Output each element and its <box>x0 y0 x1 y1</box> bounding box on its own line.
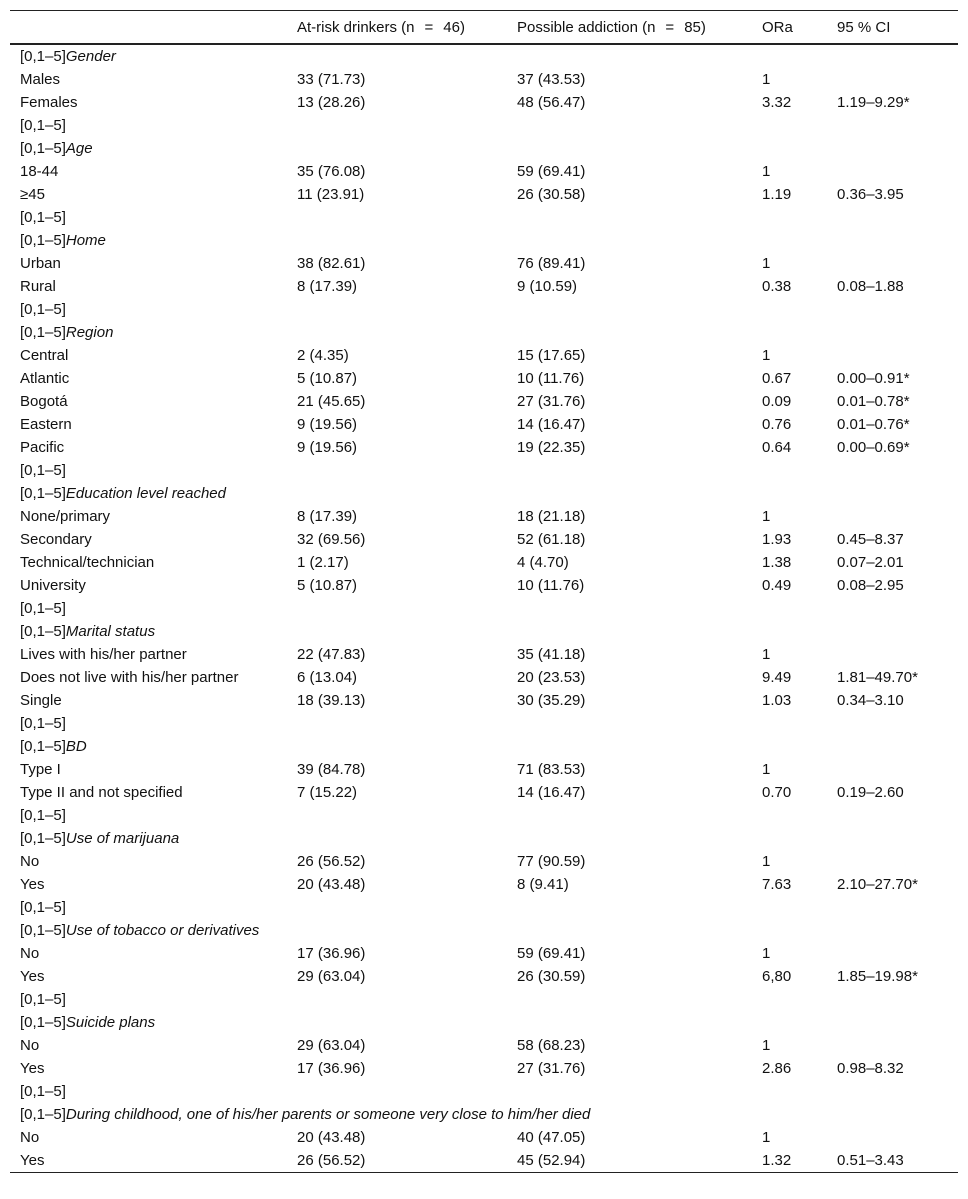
ci-value <box>827 1034 958 1057</box>
row-label: No <box>20 945 40 962</box>
at-risk-value: 1 (2.17) <box>297 554 349 571</box>
ora-value: 0.70 <box>762 784 792 801</box>
section-title: Education level reached <box>65 485 226 502</box>
separator-row <box>10 459 958 482</box>
row-label: Lives with his/her partner <box>20 646 187 663</box>
ci-value: 0.07–2.01 <box>837 554 904 571</box>
section-title-cell <box>10 1011 958 1034</box>
ci-value: 2.10–27.70* <box>837 876 918 893</box>
possible-addiction-value: 52 (61.18) <box>517 531 586 548</box>
at-risk-value: 9 (19.56) <box>297 416 358 433</box>
table-row <box>10 183 958 206</box>
at-risk-value: 5 (10.87) <box>297 370 358 387</box>
section-title: Marital status <box>65 623 156 640</box>
ci-value: 1.19–9.29* <box>837 94 910 111</box>
ora-value: 1 <box>762 71 771 88</box>
ora-value: 0.67 <box>762 370 792 387</box>
section-header-row <box>10 919 958 942</box>
ci-value: 0.36–3.95 <box>837 186 904 203</box>
ci-value: 0.00–0.91* <box>837 370 910 387</box>
ora-value: 1.93 <box>762 531 792 548</box>
possible-addiction-value: 40 (47.05) <box>517 1129 586 1146</box>
row-label: Atlantic <box>20 370 70 387</box>
table-row <box>10 758 958 781</box>
separator-row <box>10 712 958 735</box>
ci-value: 1.85–19.98* <box>837 968 918 985</box>
table-row <box>10 413 958 436</box>
table-row <box>10 505 958 528</box>
possible-addiction-value: 19 (22.35) <box>517 439 586 456</box>
section-header-row <box>10 482 958 505</box>
table-header <box>10 11 958 45</box>
section-title-cell <box>10 827 958 850</box>
at-risk-value: 39 (84.78) <box>297 761 366 778</box>
ora-value: 1 <box>762 347 771 364</box>
section-title: Home <box>65 232 106 249</box>
ci-value <box>827 942 958 965</box>
section-title-cell <box>10 1103 958 1126</box>
possible-addiction-value: 76 (89.41) <box>517 255 586 272</box>
ci-value: 0.08–2.95 <box>837 577 904 594</box>
at-risk-value: 26 (56.52) <box>297 853 366 870</box>
section-marker: [0,1–5] <box>20 485 66 502</box>
section-marker: [0,1–5] <box>20 738 66 755</box>
separator-row <box>10 896 958 919</box>
ci-value <box>827 643 958 666</box>
at-risk-value: 38 (82.61) <box>297 255 366 272</box>
at-risk-value: 35 (76.08) <box>297 163 366 180</box>
separator-marker: [0,1–5] <box>20 600 66 617</box>
section-header-row <box>10 827 958 850</box>
section-title-cell <box>10 137 958 160</box>
ci-value <box>827 344 958 367</box>
separator-marker: [0,1–5] <box>20 715 66 732</box>
row-label: Type II and not specified <box>20 784 183 801</box>
at-risk-value: 33 (71.73) <box>297 71 366 88</box>
header-possible-addiction-prefix: Possible addiction (n <box>517 18 656 36</box>
possible-addiction-value: 58 (68.23) <box>517 1037 586 1054</box>
separator-marker: [0,1–5] <box>20 1083 66 1100</box>
separator-marker: [0,1–5] <box>20 209 66 226</box>
ci-value: 0.00–0.69* <box>837 439 910 456</box>
at-risk-value: 9 (19.56) <box>297 439 358 456</box>
table-row <box>10 91 958 114</box>
section-header-row <box>10 44 958 68</box>
at-risk-value: 20 (43.48) <box>297 1129 366 1146</box>
separator-row <box>10 1080 958 1103</box>
separator-marker: [0,1–5] <box>20 462 66 479</box>
section-header-row <box>10 620 958 643</box>
possible-addiction-value: 26 (30.58) <box>517 186 586 203</box>
possible-addiction-value: 35 (41.18) <box>517 646 586 663</box>
ora-value: 9.49 <box>762 669 792 686</box>
header-possible-addiction-eq: = <box>665 18 675 36</box>
table-row <box>10 689 958 712</box>
section-title: Region <box>65 324 114 341</box>
ora-value: 1 <box>762 255 771 272</box>
possible-addiction-value: 18 (21.18) <box>517 508 586 525</box>
separator-row <box>10 597 958 620</box>
row-label: Yes <box>20 968 45 985</box>
header-row <box>10 11 958 45</box>
table-row <box>10 252 958 275</box>
section-title-cell <box>10 919 958 942</box>
section-marker: [0,1–5] <box>20 1106 66 1123</box>
section-title: BD <box>65 738 87 755</box>
row-label: No <box>20 1129 40 1146</box>
table-row <box>10 551 958 574</box>
possible-addiction-value: 8 (9.41) <box>517 876 569 893</box>
section-header-row <box>10 1011 958 1034</box>
at-risk-value: 21 (45.65) <box>297 393 366 410</box>
at-risk-value: 29 (63.04) <box>297 968 366 985</box>
table-row <box>10 942 958 965</box>
section-marker: [0,1–5] <box>20 922 66 939</box>
possible-addiction-value: 10 (11.76) <box>517 370 585 387</box>
ora-value: 0.64 <box>762 439 792 456</box>
possible-addiction-value: 59 (69.41) <box>517 163 586 180</box>
ora-value: 1 <box>762 508 771 525</box>
ci-value <box>827 160 958 183</box>
row-label: University <box>20 577 86 594</box>
row-label: Technical/technician <box>20 554 155 571</box>
ci-value: 1.81–49.70* <box>837 669 918 686</box>
table-row <box>10 390 958 413</box>
header-possible-addiction-n: 85) <box>684 18 706 36</box>
ora-value: 1.03 <box>762 692 792 709</box>
ora-value: 3.32 <box>762 94 792 111</box>
table-row <box>10 275 958 298</box>
ci-value: 0.34–3.10 <box>837 692 904 709</box>
table-row <box>10 873 958 896</box>
possible-addiction-value: 20 (23.53) <box>517 669 586 686</box>
ora-value: 1.19 <box>762 186 792 203</box>
table-row <box>10 1126 958 1149</box>
ci-value: 0.08–1.88 <box>837 278 904 295</box>
ci-value <box>827 68 958 91</box>
header-at-risk <box>287 11 507 45</box>
section-title-cell <box>10 482 958 505</box>
ci-value <box>827 850 958 873</box>
ora-value: 1 <box>762 1037 771 1054</box>
row-label: Single <box>20 692 62 709</box>
separator-marker: [0,1–5] <box>20 991 66 1008</box>
table-row <box>10 160 958 183</box>
row-label: Secondary <box>20 531 92 548</box>
at-risk-value: 5 (10.87) <box>297 577 358 594</box>
row-label: No <box>20 1037 40 1054</box>
row-label: Central <box>20 347 69 364</box>
ora-value: 1 <box>762 646 771 663</box>
ora-value: 1.38 <box>762 554 792 571</box>
table-row <box>10 850 958 873</box>
ora-value: 1 <box>762 761 771 778</box>
at-risk-value: 11 (23.91) <box>297 186 365 203</box>
possible-addiction-value: 4 (4.70) <box>517 554 569 571</box>
row-label: ≥45 <box>20 186 45 203</box>
ci-value: 0.45–8.37 <box>837 531 904 548</box>
row-label: Pacific <box>20 439 65 456</box>
separator-marker: [0,1–5] <box>20 301 66 318</box>
section-marker: [0,1–5] <box>20 623 66 640</box>
table-row <box>10 574 958 597</box>
at-risk-value: 29 (63.04) <box>297 1037 366 1054</box>
table-row <box>10 1057 958 1080</box>
table-row <box>10 1034 958 1057</box>
at-risk-value: 6 (13.04) <box>297 669 358 686</box>
possible-addiction-value: 10 (11.76) <box>517 577 585 594</box>
row-label: Bogotá <box>20 393 68 410</box>
row-label: Eastern <box>20 416 72 433</box>
table-row <box>10 666 958 689</box>
ora-value: 0.09 <box>762 393 792 410</box>
table-row <box>10 344 958 367</box>
possible-addiction-value: 14 (16.47) <box>517 784 586 801</box>
section-title: Gender <box>65 48 116 65</box>
ora-value: 1 <box>762 853 771 870</box>
section-title-cell <box>10 321 958 344</box>
section-title-cell <box>10 620 958 643</box>
possible-addiction-value: 45 (52.94) <box>507 1149 752 1173</box>
header-at-risk-n: 46) <box>443 18 465 36</box>
section-header-row <box>10 735 958 758</box>
possible-addiction-value: 37 (43.53) <box>517 71 586 88</box>
ci-value <box>827 252 958 275</box>
ci-value <box>827 505 958 528</box>
separator-row <box>10 988 958 1011</box>
table-row <box>10 68 958 91</box>
ora-value: 1.32 <box>752 1149 827 1173</box>
section-marker: [0,1–5] <box>20 48 66 65</box>
ci-value: 0.19–2.60 <box>837 784 904 801</box>
row-label: Yes <box>20 876 45 893</box>
row-label: Males <box>20 71 61 88</box>
table-body <box>10 44 958 1173</box>
separator-marker: [0,1–5] <box>20 117 66 134</box>
possible-addiction-value: 27 (31.76) <box>517 1060 586 1077</box>
section-marker: [0,1–5] <box>20 1014 66 1031</box>
section-marker: [0,1–5] <box>20 140 66 157</box>
row-label: Does not live with his/her partner <box>20 669 239 686</box>
table-row <box>10 643 958 666</box>
table-row <box>10 528 958 551</box>
row-label: Females <box>20 94 78 111</box>
ci-value <box>827 1126 958 1149</box>
at-risk-value: 18 (39.13) <box>297 692 366 709</box>
table-row <box>10 1149 958 1173</box>
section-title-cell <box>10 229 958 252</box>
at-risk-value: 2 (4.35) <box>297 347 349 364</box>
ci-value: 0.51–3.43 <box>827 1149 958 1173</box>
at-risk-value: 13 (28.26) <box>297 94 366 111</box>
possible-addiction-value: 30 (35.29) <box>517 692 586 709</box>
at-risk-value: 8 (17.39) <box>297 278 358 295</box>
possible-addiction-value: 9 (10.59) <box>517 278 578 295</box>
section-marker: [0,1–5] <box>20 232 66 249</box>
table-row <box>10 965 958 988</box>
possible-addiction-value: 48 (56.47) <box>517 94 586 111</box>
section-marker: [0,1–5] <box>20 324 66 341</box>
at-risk-value: 17 (36.96) <box>297 945 366 962</box>
at-risk-value: 8 (17.39) <box>297 508 358 525</box>
header-variable <box>10 11 287 45</box>
section-title-cell <box>10 44 958 68</box>
header-ci: 95 % CI <box>827 11 958 45</box>
ora-value: 6,80 <box>762 968 792 985</box>
row-label: Type I <box>20 761 61 778</box>
ora-value: 0.49 <box>762 577 792 594</box>
at-risk-value: 20 (43.48) <box>297 876 366 893</box>
header-ora: ORa <box>752 11 827 45</box>
ora-value: 7.63 <box>762 876 792 893</box>
row-label: Yes <box>20 1060 45 1077</box>
possible-addiction-value: 15 (17.65) <box>517 347 586 364</box>
section-title: Age <box>65 140 93 157</box>
section-header-row <box>10 137 958 160</box>
section-marker: [0,1–5] <box>20 830 66 847</box>
header-at-risk-eq: = <box>424 18 434 36</box>
row-label: Urban <box>20 255 61 272</box>
ci-value: 0.01–0.78* <box>837 393 910 410</box>
row-label: Rural <box>20 278 56 295</box>
ora-value: 0.38 <box>762 278 792 295</box>
ora-value: 1 <box>762 945 771 962</box>
section-header-row <box>10 1103 958 1126</box>
table-container <box>10 10 958 1173</box>
ci-value: 0.98–8.32 <box>837 1060 904 1077</box>
table-row <box>10 436 958 459</box>
ora-value: 1 <box>762 163 771 180</box>
table-row <box>10 367 958 390</box>
ora-value: 2.86 <box>762 1060 792 1077</box>
separator-marker: [0,1–5] <box>20 899 66 916</box>
section-title-cell <box>10 735 958 758</box>
row-label: 18-44 <box>20 163 59 180</box>
row-label: No <box>20 853 40 870</box>
section-header-row <box>10 321 958 344</box>
ci-value: 0.01–0.76* <box>837 416 910 433</box>
possible-addiction-value: 77 (90.59) <box>517 853 586 870</box>
separator-row <box>10 804 958 827</box>
separator-row <box>10 206 958 229</box>
at-risk-value: 22 (47.83) <box>297 646 366 663</box>
section-title: Use of tobacco or derivatives <box>65 922 260 939</box>
section-header-row <box>10 229 958 252</box>
at-risk-value: 26 (56.52) <box>287 1149 507 1173</box>
possible-addiction-value: 26 (30.59) <box>517 968 586 985</box>
ora-value: 1 <box>762 1129 771 1146</box>
separator-marker: [0,1–5] <box>20 807 66 824</box>
separator-row <box>10 298 958 321</box>
at-risk-value: 32 (69.56) <box>297 531 366 548</box>
possible-addiction-value: 14 (16.47) <box>517 416 586 433</box>
row-label: Yes <box>10 1149 287 1173</box>
ora-value: 0.76 <box>762 416 792 433</box>
row-label: None/primary <box>20 508 111 525</box>
at-risk-value: 17 (36.96) <box>297 1060 366 1077</box>
table-row <box>10 781 958 804</box>
separator-row <box>10 114 958 137</box>
at-risk-value: 7 (15.22) <box>297 784 358 801</box>
possible-addiction-value: 27 (31.76) <box>517 393 586 410</box>
results-table <box>10 10 958 1173</box>
possible-addiction-value: 71 (83.53) <box>517 761 586 778</box>
possible-addiction-value: 59 (69.41) <box>517 945 586 962</box>
section-title: Suicide plans <box>65 1014 156 1031</box>
section-title: Use of marijuana <box>65 830 180 847</box>
header-at-risk-prefix: At-risk drinkers (n <box>297 18 415 36</box>
ci-value <box>827 758 958 781</box>
header-possible-addiction <box>507 11 752 45</box>
section-title: During childhood, one of his/her parents or someone very close to him/her died <box>65 1106 591 1123</box>
